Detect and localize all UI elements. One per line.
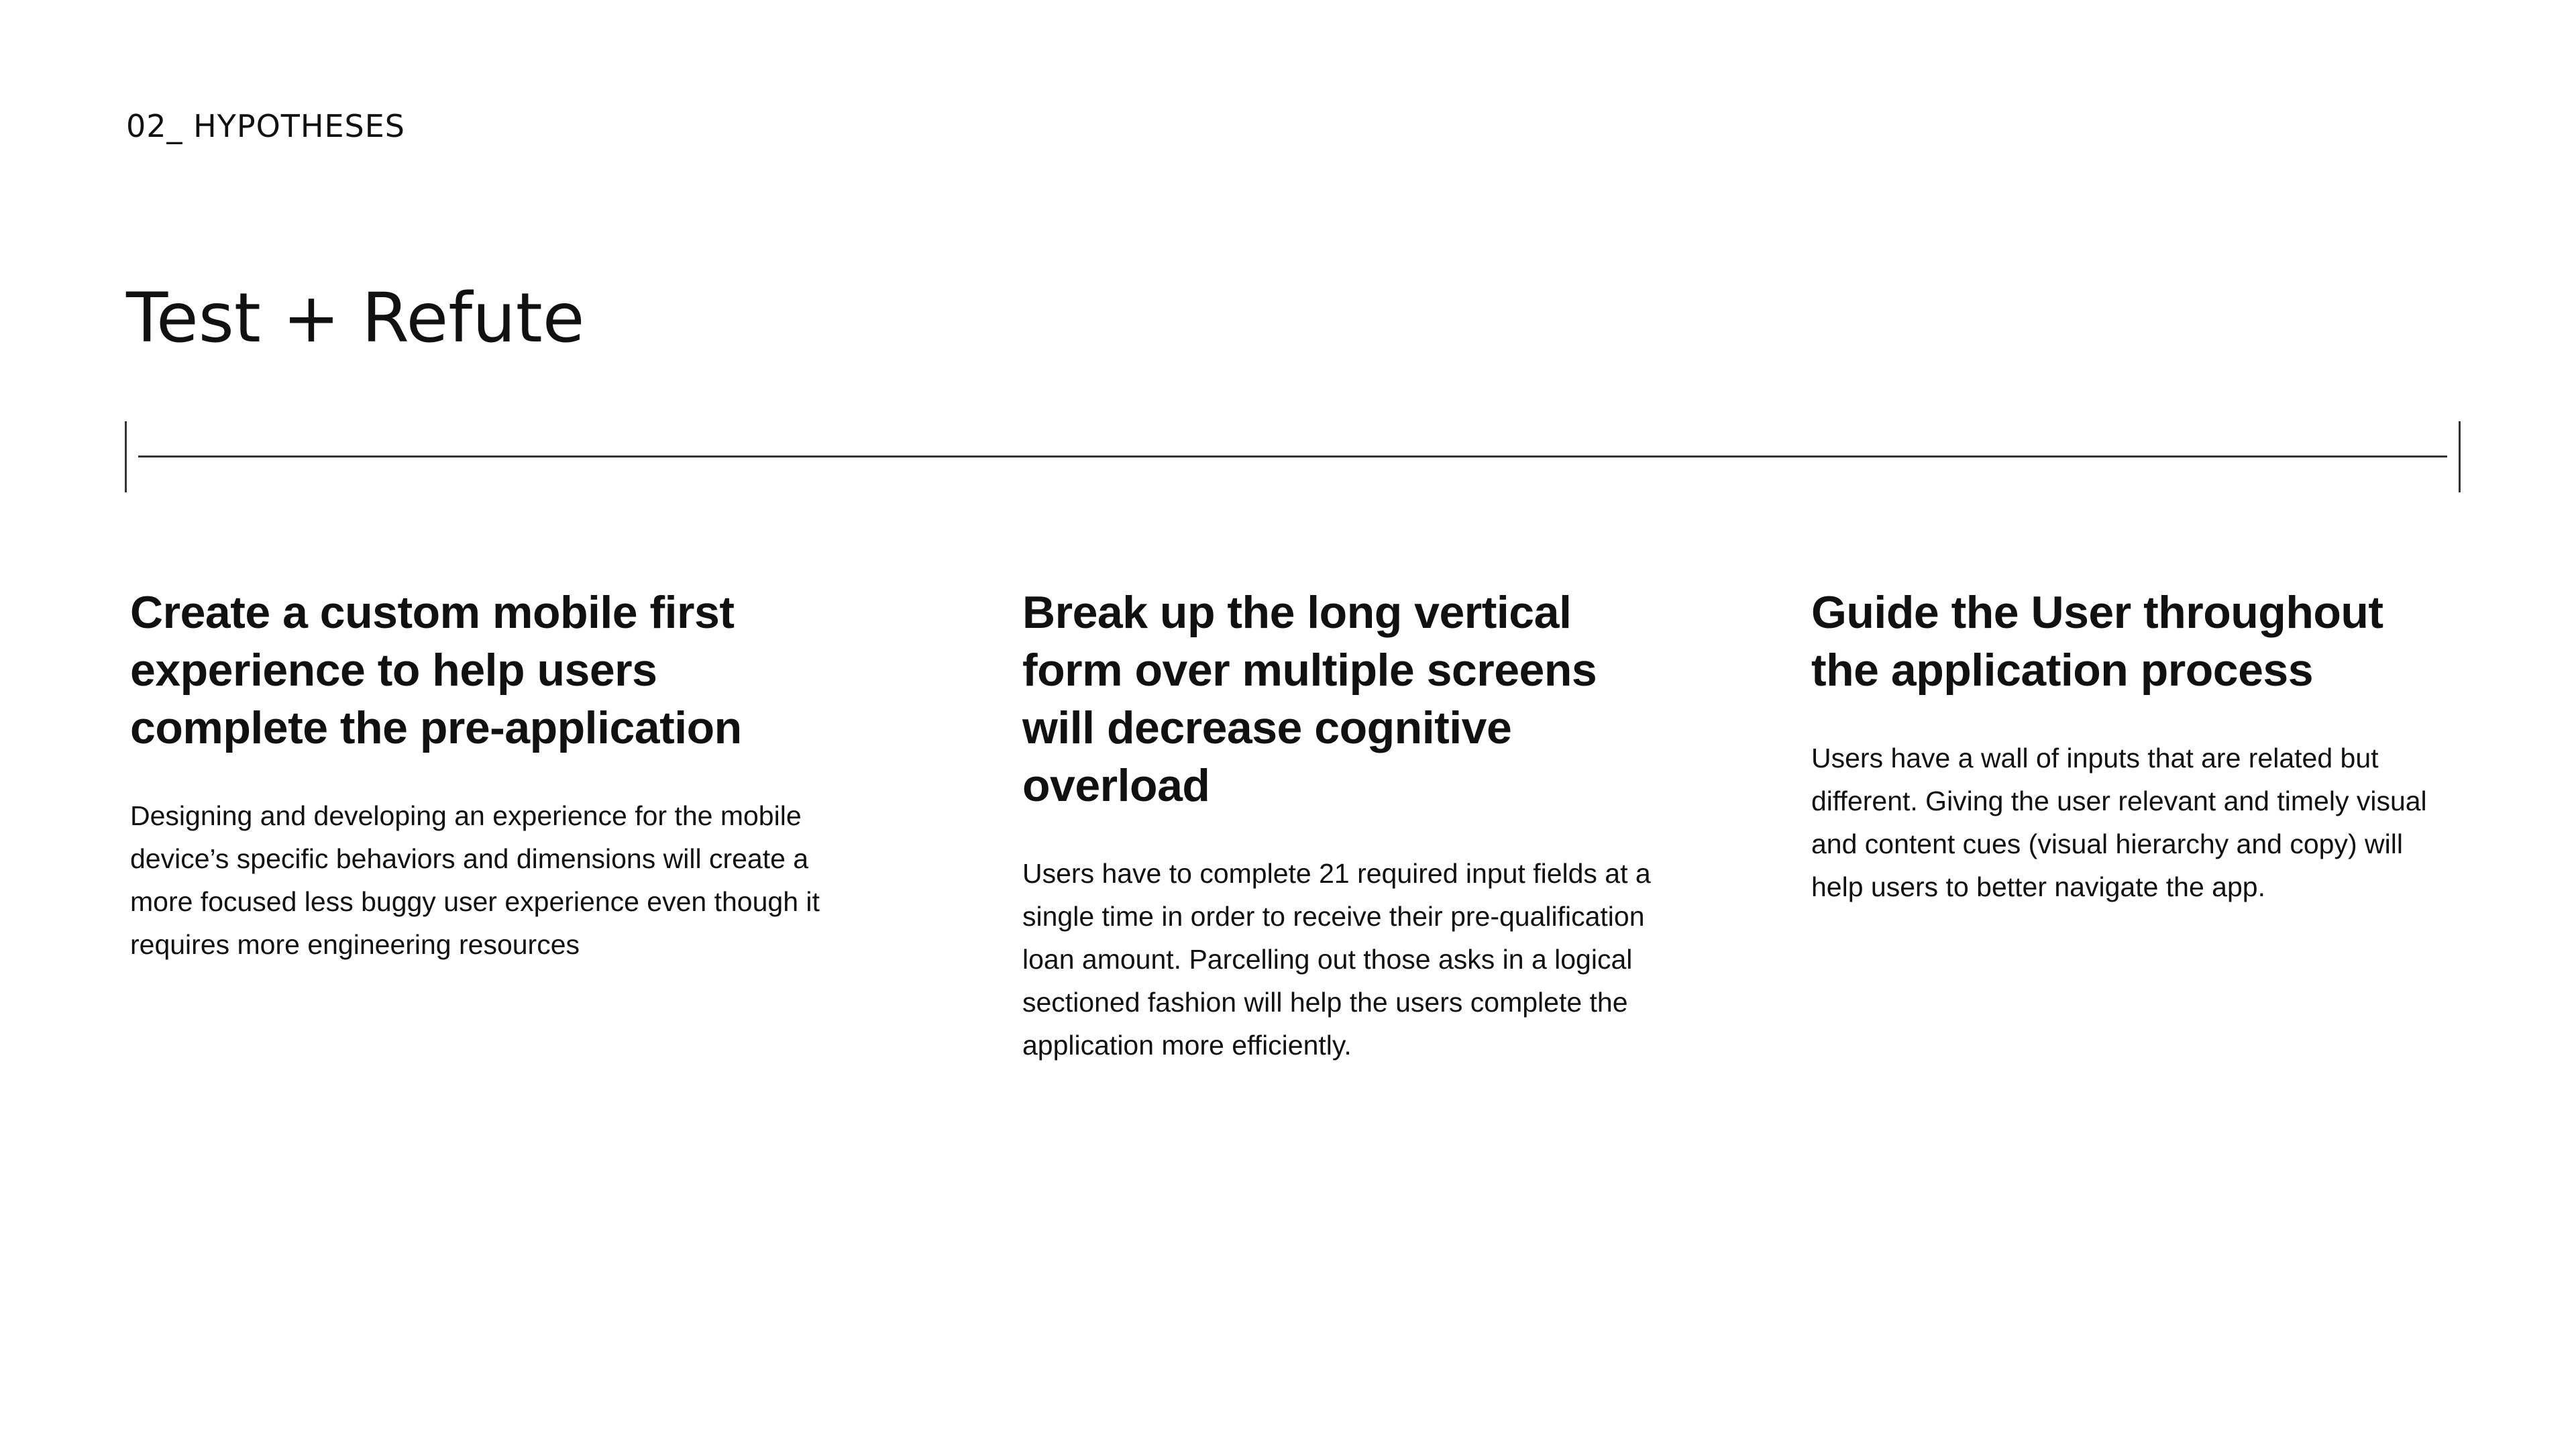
section-label: 02_ HYPOTHESES xyxy=(126,108,406,144)
hypothesis-heading: Break up the long vertical form over multiple screens will decrease cognitive overload xyxy=(1022,587,1597,811)
hypothesis-body: Users have a wall of inputs that are related but different. Giving the user relevant and timely visual and content cues (visual hierarchy and copy) will help users to better navigate the app. xyxy=(1811,743,2427,902)
page-title: Test + Refute xyxy=(126,278,585,358)
divider-rule xyxy=(138,455,2447,458)
hypothesis-column-2 xyxy=(1022,584,1653,1067)
hypothesis-column-1 xyxy=(130,584,855,966)
hypothesis-heading: Guide the User throughout the application process xyxy=(1811,587,2383,696)
divider-right-tick xyxy=(2459,421,2461,492)
hypothesis-body: Designing and developing an experience for the mobile device’s specific behaviors and dimensions will create a more focused less buggy user experience even though it requires more engineering resources xyxy=(130,800,820,960)
hypothesis-column-3 xyxy=(1811,584,2455,908)
hypothesis-heading: Create a custom mobile first experience to help users complete the pre-application xyxy=(130,587,742,753)
divider-left-tick xyxy=(125,421,127,492)
divider xyxy=(125,421,2461,492)
hypothesis-body: Users have to complete 21 required input fields at a single time in order to receive their pre-qualification loan amount. Parcelling out those asks in a logical sectioned fashion will help the users complete the application more efficiently. xyxy=(1022,858,1651,1061)
